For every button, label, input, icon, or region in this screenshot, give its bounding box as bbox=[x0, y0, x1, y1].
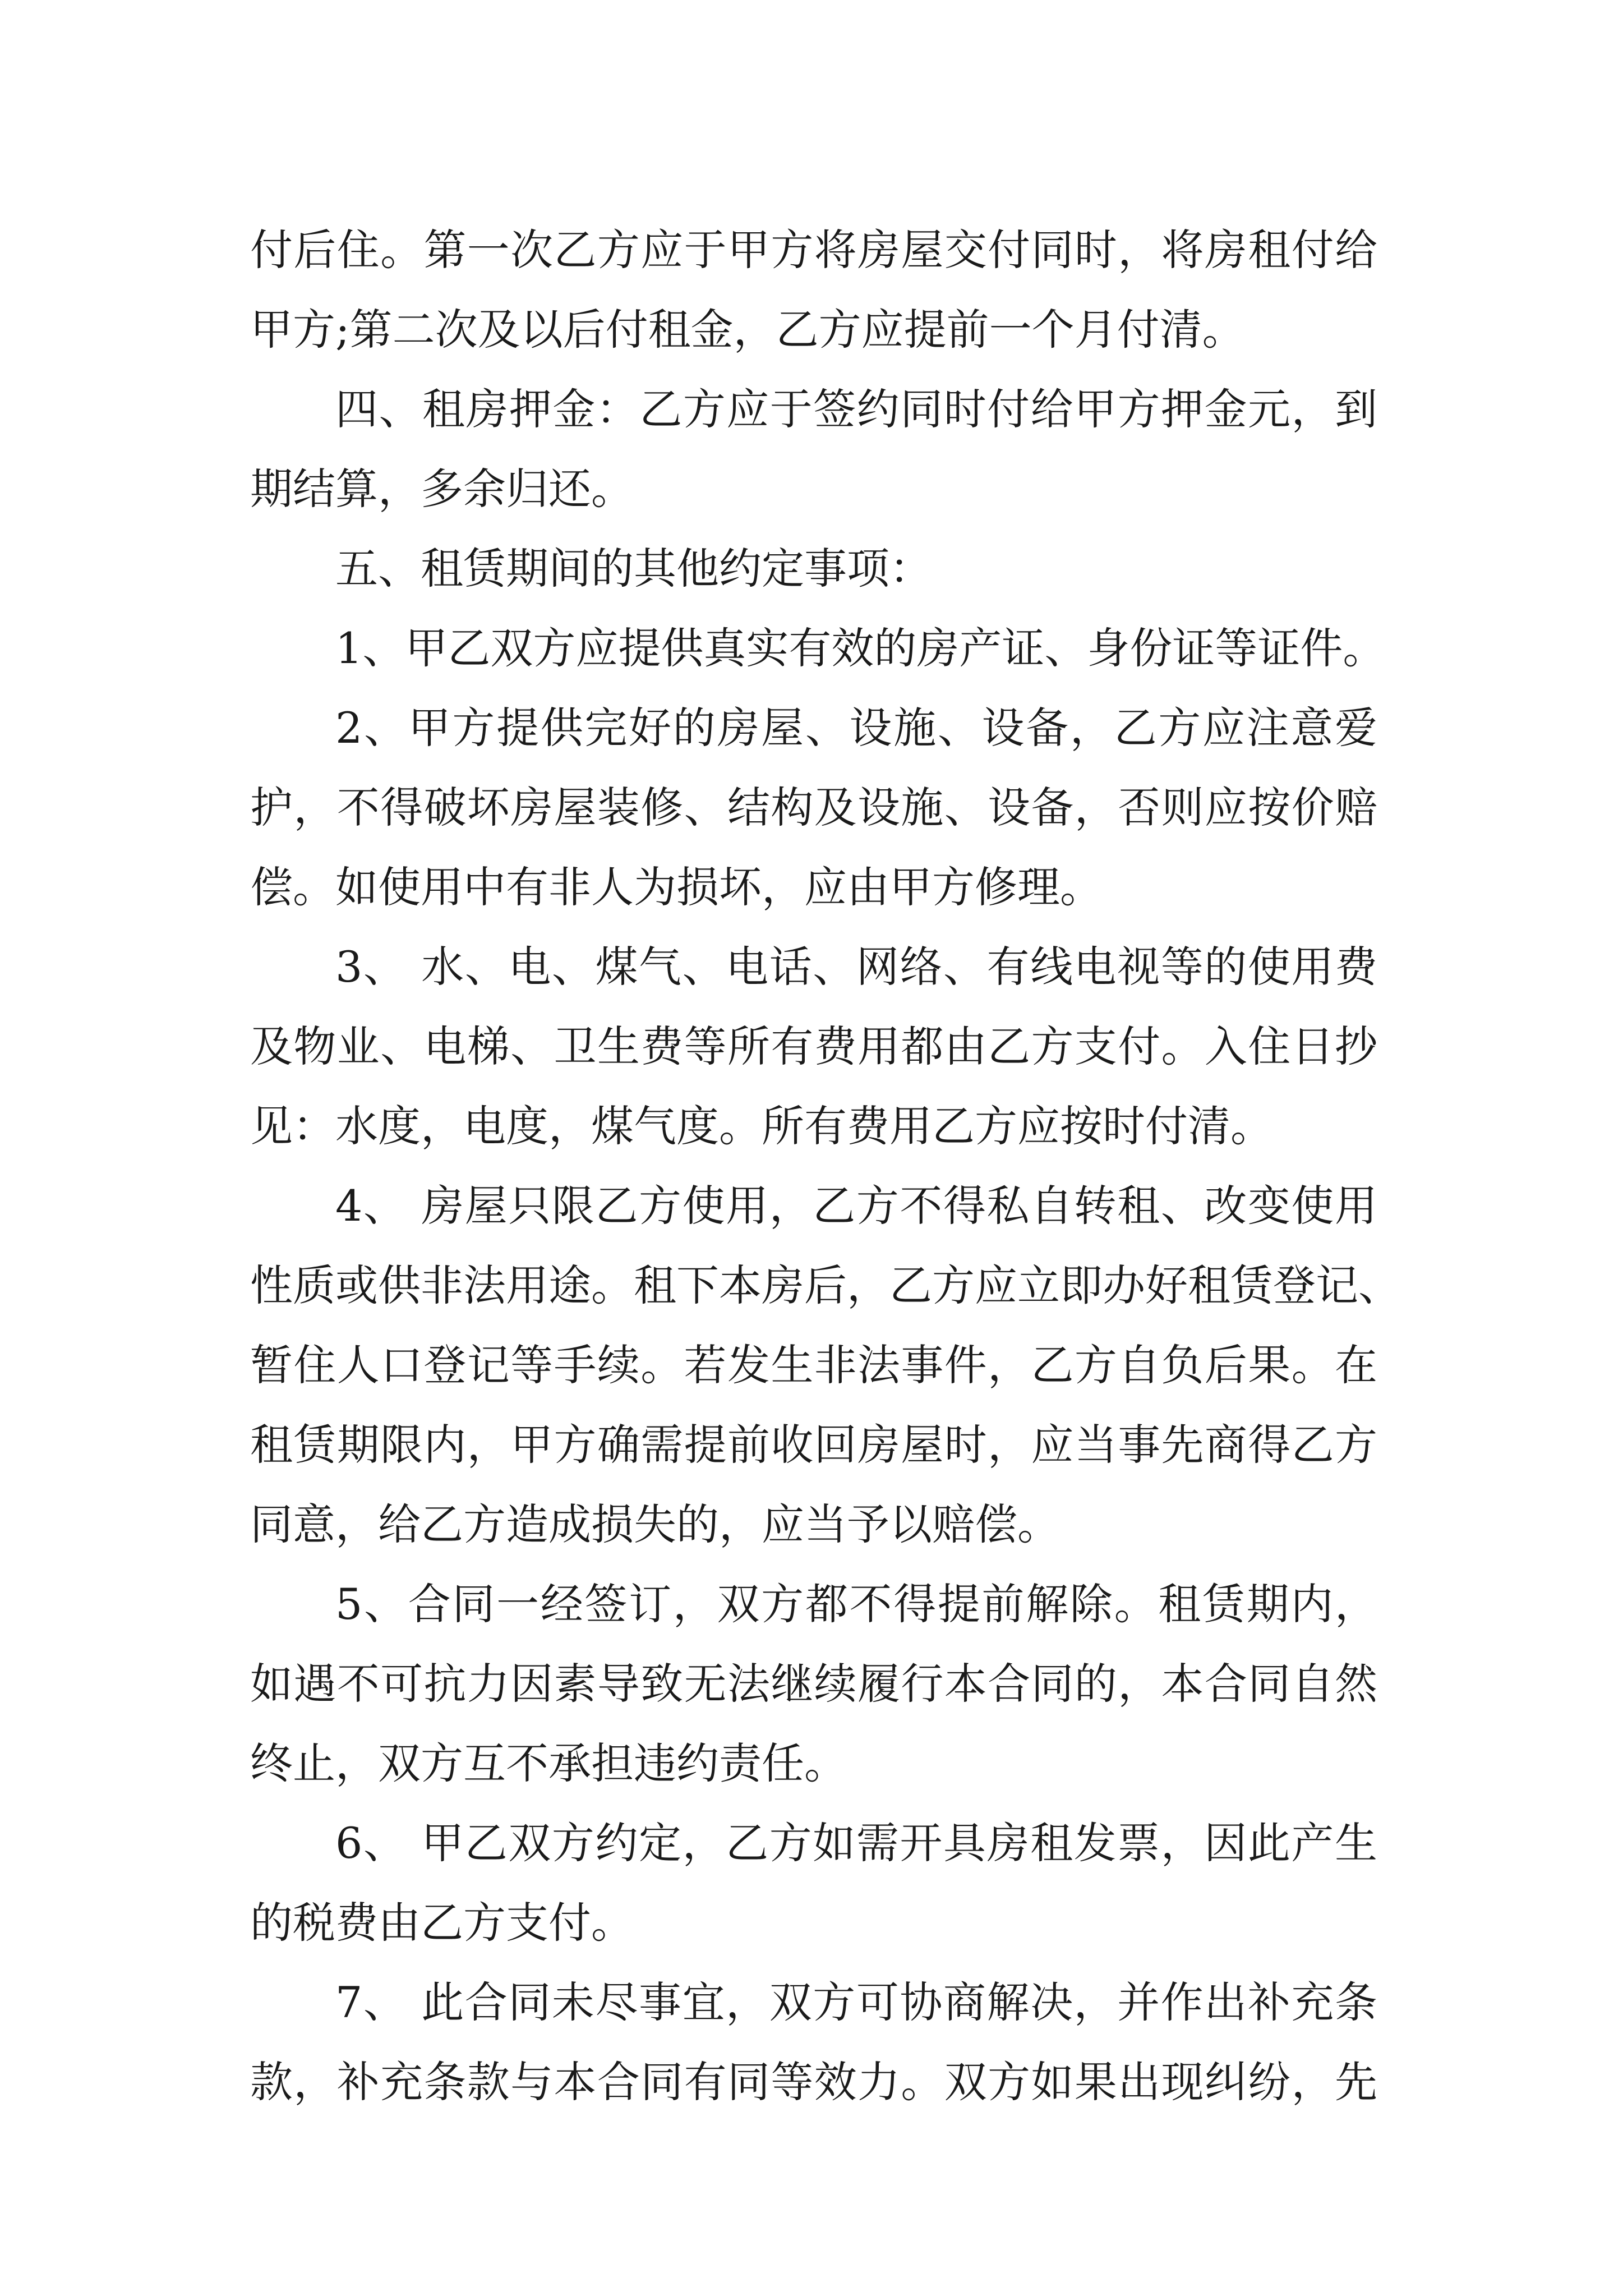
text-line: 付后住。第一次乙方应于甲方将房屋交付同时，将房租付给 bbox=[250, 225, 1377, 275]
text-line: 同意，给乙方造成损失的，应当予以赔偿。 bbox=[250, 1499, 1060, 1549]
text-line: 性质或供非法用途。租下本房后，乙方应立即办好租赁登记、 bbox=[250, 1260, 1401, 1310]
text-line: 租赁期限内，甲方确需提前收回房屋时，应当事先商得乙方 bbox=[250, 1420, 1377, 1470]
text-line: 如遇不可抗力因素导致无法继续履行本合同的，本合同自然 bbox=[250, 1659, 1377, 1709]
text-line: 终止，双方互不承担违约责任。 bbox=[250, 1738, 847, 1788]
text-line: 暂住人口登记等手续。若发生非法事件，乙方自负后果。在 bbox=[250, 1340, 1377, 1390]
text-line: 甲方;第二次及以后付租金，乙方应提前一个月付清。 bbox=[250, 305, 1245, 355]
text-line: 及物业、电梯、卫生费等所有费用都由乙方支付。入住日抄 bbox=[250, 1022, 1377, 1071]
text-line: 6、 甲乙双方约定，乙方如需开具房租发票，因此产生 bbox=[335, 1818, 1377, 1868]
text-line: 护，不得破坏房屋装修、结构及设施、设备，否则应按价赔 bbox=[250, 783, 1377, 832]
text-line: 款，补充条款与本合同有同等效力。双方如果出现纠纷，先 bbox=[250, 2057, 1377, 2107]
text-line: 见：水度，电度，煤气度。所有费用乙方应按时付清。 bbox=[250, 1101, 1273, 1151]
text-line: 期结算，多余归还。 bbox=[250, 464, 634, 514]
text-line: 1、甲乙双方应提供真实有效的房产证、身份证等证件。 bbox=[335, 623, 1386, 673]
text-line: 7、 此合同未尽事宜，双方可协商解决，并作出补充条 bbox=[335, 1977, 1377, 2027]
text-line: 5、合同一经签订，双方都不得提前解除。租赁期内， bbox=[335, 1579, 1377, 1629]
text-line: 五、租赁期间的其他约定事项： bbox=[335, 544, 932, 593]
text-line: 的税费由乙方支付。 bbox=[250, 1898, 634, 1948]
text-line: 四、租房押金：乙方应于签约同时付给甲方押金元，到 bbox=[335, 384, 1377, 434]
text-line: 偿。如使用中有非人为损坏，应由甲方修理。 bbox=[250, 862, 1103, 912]
text-line: 3、 水、电、煤气、电话、网络、有线电视等的使用费 bbox=[335, 942, 1377, 992]
document-body bbox=[250, 210, 1401, 2122]
text-line: 4、 房屋只限乙方使用，乙方不得私自转租、改变使用 bbox=[335, 1181, 1377, 1231]
text-line: 2、甲方提供完好的房屋、设施、设备，乙方应注意爱 bbox=[335, 703, 1377, 753]
